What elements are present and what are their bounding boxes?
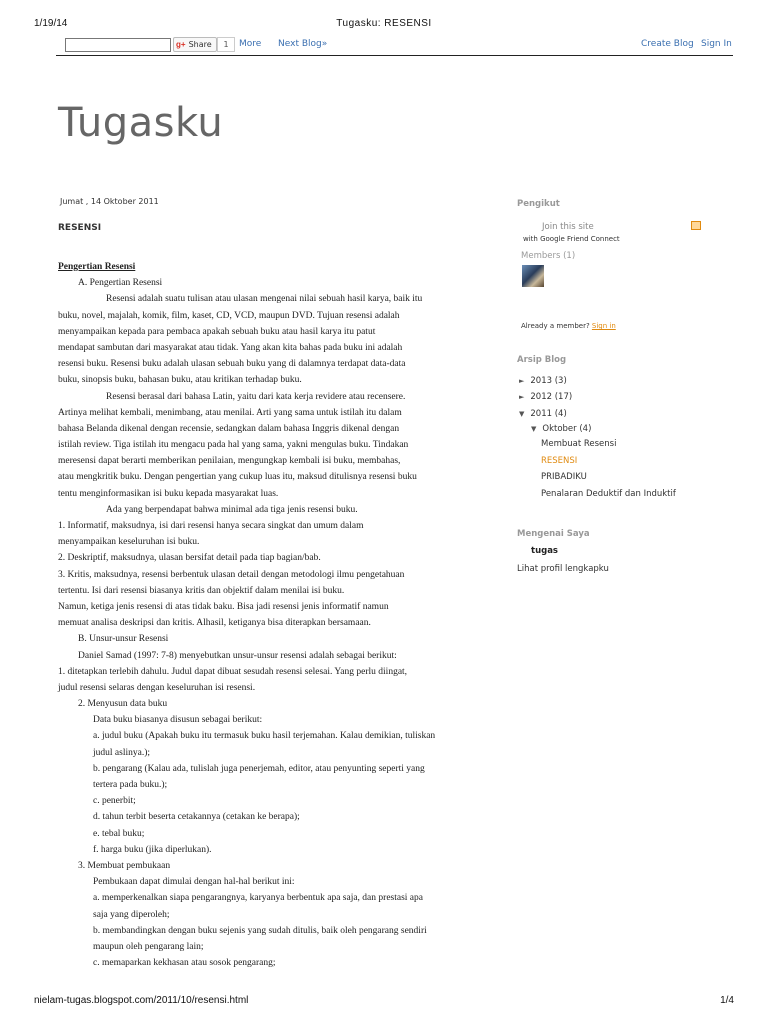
more-link[interactable]: More bbox=[239, 39, 262, 49]
post-line: tertera pada buku.); bbox=[93, 780, 168, 790]
post-line: Daniel Samad (1997: 7-8) menyebutkan unsur-unsur resensi adalah sebagai berikut: bbox=[78, 650, 397, 661]
archive-year-label[interactable]: 2011 (4) bbox=[530, 409, 567, 419]
post-line: bahasa Belanda dikenal dengan recensie, sedangkan dalam bahasa Inggris dikenal dengan bbox=[58, 423, 400, 434]
join-site-link[interactable]: Join this site bbox=[542, 222, 594, 232]
post-line: judul aslinya.); bbox=[93, 747, 150, 758]
post-line: 3. Kritis, maksudnya, resensi berbentuk ulasan detail dengan metodologi ilmu pengetahuan bbox=[58, 569, 405, 580]
post-line: d. tahun terbit beserta cetakannya (cetakan ke berapa); bbox=[93, 812, 300, 823]
author-name[interactable]: tugas bbox=[531, 546, 558, 556]
members-count[interactable]: Members (1) bbox=[521, 251, 576, 261]
post-line: menyampaikan kepada para pembaca apakah sebuah buku atau hasil karya itu patut bbox=[58, 326, 376, 337]
sign-in-link[interactable]: Sign In bbox=[701, 39, 732, 49]
post-line: c. memaparkan kekhasan atau sosok pengarang; bbox=[93, 958, 276, 969]
post-line: saja yang diperoleh; bbox=[93, 909, 170, 920]
create-blog-link[interactable]: Create Blog bbox=[641, 39, 694, 49]
followers-sign-in-link[interactable]: Sign in bbox=[591, 322, 616, 330]
post-line: e. tebal buku; bbox=[93, 828, 145, 839]
post-line: meresensi dapat berarti memberikan penilaian, mengungkap kembali isi buku, membahas, bbox=[58, 456, 401, 467]
friend-connect-label: with Google Friend Connect bbox=[523, 235, 620, 243]
post-line: istilah review. Tiga istilah itu mengacu pada hal yang sama, yakni mengulas buku. Tindakan bbox=[58, 440, 409, 451]
google-plus-icon: g+ bbox=[176, 40, 186, 49]
post-line: judul resensi selaras dengan keseluruhan isi resensi. bbox=[58, 682, 256, 693]
share-label: Share bbox=[188, 40, 212, 49]
expand-arrow-icon[interactable]: ► bbox=[519, 393, 525, 401]
print-page-title: Tugasku: RESENSI bbox=[336, 18, 432, 29]
print-page-number: 1/4 bbox=[720, 995, 734, 1006]
about-me-heading: Mengenai Saya bbox=[517, 529, 590, 539]
expand-arrow-icon[interactable]: ► bbox=[519, 377, 525, 385]
collapse-arrow-icon[interactable]: ▼ bbox=[531, 425, 537, 433]
post-line: f. harga buku (jika diperlukan). bbox=[93, 844, 212, 855]
post-line: memuat analisa deskripsi dan kritis. Alhasil, ketiganya bisa diterapkan bersamaan. bbox=[58, 618, 371, 629]
print-date: 1/19/14 bbox=[34, 18, 68, 29]
post-line: maupun oleh pengarang lain; bbox=[93, 941, 204, 952]
post-line: buku, novel, majalah, komik, film, kaset, CD, VCD, maupun DVD. Tujuan resensi adalah bbox=[58, 310, 400, 321]
post-line: 1. Informatif, maksudnya, isi dari resensi hanya secara singkat dan umum dalam bbox=[58, 521, 364, 531]
post-line: tertentu. Isi dari resensi biasanya kritis dan objektif dalam menilai isi buku. bbox=[58, 585, 345, 596]
post-line: atau mengkritik buku. Dengan pengertian yang cukup luas itu, maksud ditulisnya resensi buku bbox=[58, 472, 417, 483]
post-line: Pembukaan dapat dimulai dengan hal-hal berikut ini: bbox=[93, 877, 295, 888]
next-blog-link[interactable]: Next Blog» bbox=[278, 39, 328, 49]
post-line: a. memperkenalkan siapa pengarangnya, karyanya berbentuk apa saja, dan prestasi apa bbox=[93, 893, 423, 904]
post-line: A. Pengertian Resensi bbox=[78, 278, 163, 289]
blog-title[interactable]: Tugasku bbox=[58, 100, 224, 146]
archive-heading: Arsip Blog bbox=[517, 355, 567, 365]
archive-year-label[interactable]: 2012 (17) bbox=[530, 392, 573, 402]
post-line: a. judul buku (Apakah buku itu termasuk buku hasil terjemahan. Kalau demikian, tuliskan bbox=[93, 731, 436, 742]
archive-year-2012[interactable] bbox=[519, 392, 572, 402]
member-avatar[interactable] bbox=[522, 265, 544, 287]
post-subheading: Pengertian Resensi bbox=[58, 262, 136, 272]
view-profile-link[interactable]: Lihat profil lengkapku bbox=[517, 564, 609, 574]
post-line: resensi buku. Resensi buku adalah ulasan sebuah buku yang di dalamnya terdapat data-data bbox=[58, 359, 406, 370]
post-line: tentu menginformasikan isi buku kepada masyarakat luas. bbox=[58, 488, 279, 499]
archive-month-label[interactable]: Oktober (4) bbox=[542, 424, 592, 434]
post-line: Resensi adalah suatu tulisan atau ulasan mengenai nilai sebuah hasil karya, baik itu bbox=[106, 294, 423, 305]
post-line: b. membandingkan dengan buku sejenis yang sudah ditulis, baik oleh pengarang sendiri bbox=[93, 925, 427, 936]
navbar-search-input[interactable] bbox=[65, 38, 171, 52]
post-line: 2. Deskriptif, maksudnya, ulasan bersifat detail pada tiap bagian/bab. bbox=[58, 553, 321, 564]
post-date: Jumat , 14 Oktober 2011 bbox=[60, 197, 159, 206]
already-member-label: Already a member? bbox=[521, 322, 590, 330]
post-title[interactable]: RESENSI bbox=[58, 223, 102, 233]
archive-post-link[interactable]: Penalaran Deduktif dan Induktif bbox=[541, 489, 676, 499]
archive-post-link[interactable]: Membuat Resensi bbox=[541, 439, 617, 449]
archive-year-2013[interactable] bbox=[519, 376, 567, 386]
post-line: B. Unsur-unsur Resensi bbox=[78, 634, 169, 645]
post-line: Artinya melihat kembali, menimbang, atau menilai. Arti yang sama untuk istilah itu dalam bbox=[58, 407, 402, 418]
post-body bbox=[58, 259, 490, 971]
archive-post-link[interactable]: PRIBADIKU bbox=[541, 472, 587, 482]
post-line: Ada yang berpendapat bahwa minimal ada tiga jenis resensi buku. bbox=[106, 504, 358, 515]
archive-post-link-current[interactable]: RESENSI bbox=[541, 456, 578, 466]
share-count: 1 bbox=[217, 37, 235, 52]
post-line: 3. Membuat pembukaan bbox=[78, 860, 171, 871]
post-line: 1. ditetapkan terlebih dahulu. Judul dapat dibuat sesudah resensi selesai. Yang perlu diingat, bbox=[58, 666, 408, 677]
follow-icon bbox=[691, 221, 701, 230]
post-line: buku, sinopsis buku, bahasan buku, atau kritikan terhadap buku. bbox=[58, 375, 302, 386]
post-line: c. penerbit; bbox=[93, 796, 136, 807]
archive-month-oktober[interactable] bbox=[531, 424, 591, 434]
post-line: Resensi berasal dari bahasa Latin, yaitu dari kata kerja revidere atau recensere. bbox=[106, 391, 406, 402]
archive-year-label[interactable]: 2013 (3) bbox=[530, 376, 567, 386]
post-line: menyampaikan keseluruhan isi buku. bbox=[58, 537, 200, 548]
post-line: b. pengarang (Kalau ada, tulislah juga penerjemah, editor, atau penyunting seperti yang bbox=[93, 763, 425, 774]
post-line: 2. Menyusun data buku bbox=[78, 699, 168, 710]
collapse-arrow-icon[interactable]: ▼ bbox=[519, 410, 525, 418]
print-url: nielam-tugas.blogspot.com/2011/10/resensi.html bbox=[34, 995, 249, 1006]
blogger-navbar bbox=[56, 33, 733, 56]
followers-heading: Pengikut bbox=[517, 199, 560, 209]
post-line: Data buku biasanya disusun sebagai berikut: bbox=[93, 715, 263, 726]
post-line: Namun, ketiga jenis resensi di atas tidak baku. Bisa jadi resensi jenis informatif namun bbox=[58, 601, 389, 612]
already-member-text bbox=[521, 322, 616, 330]
google-plus-share-button[interactable] bbox=[173, 37, 217, 52]
archive-year-2011[interactable] bbox=[519, 409, 567, 419]
post-line: mendapat sambutan dari masyarakat atau tidak. Yang akan kita bahas pada buku ini adalah bbox=[58, 342, 403, 353]
